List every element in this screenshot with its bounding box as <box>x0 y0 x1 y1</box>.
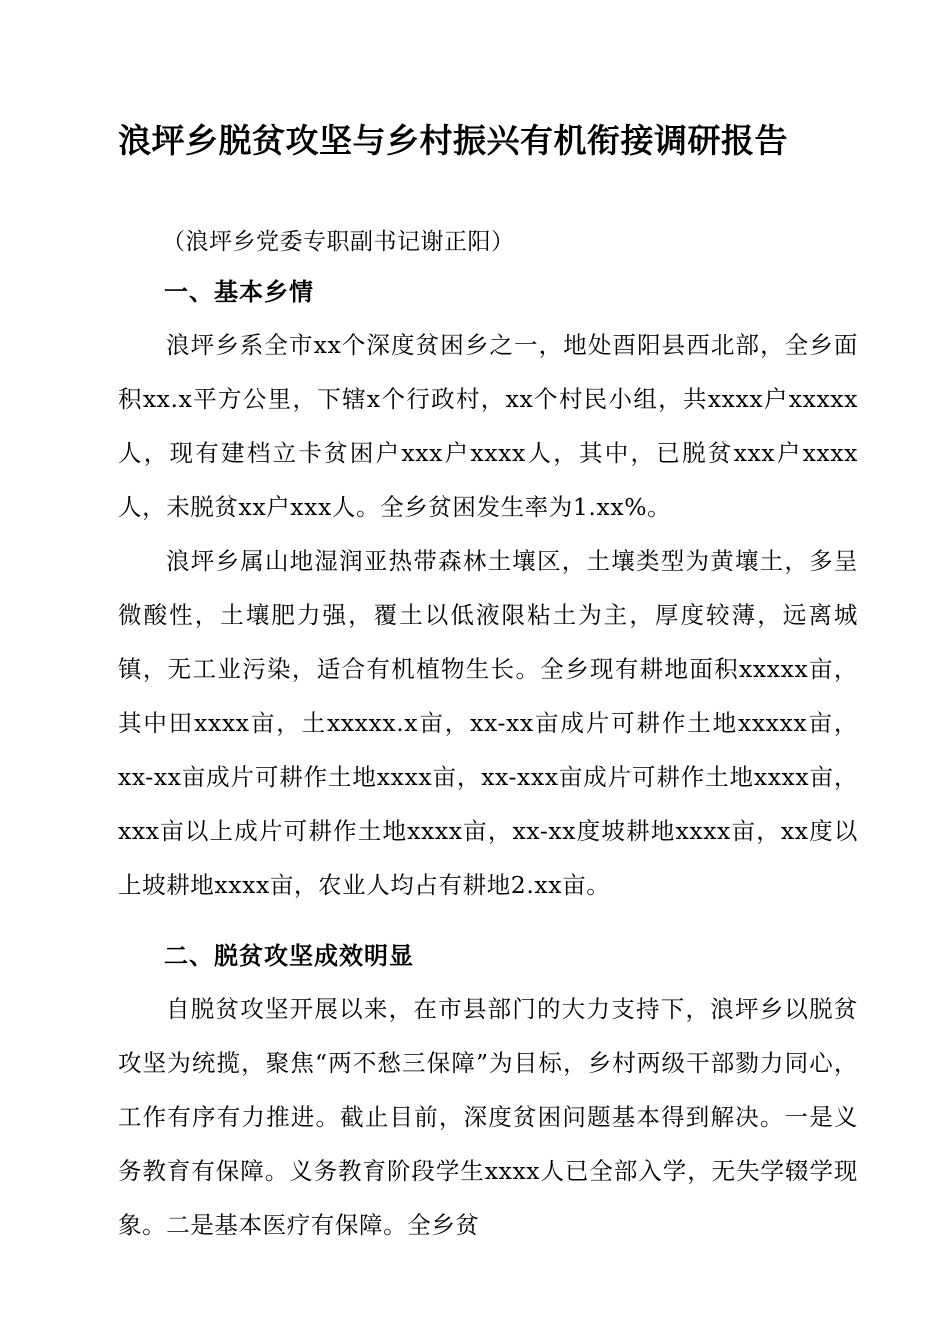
section-1-paragraph-1: 浪坪乡系全市xx个深度贫困乡之一，地处酉阳县西北部，全乡面积xx.x平方公里，下辖x个行政村，xx个村民小组，共xxxx户xxxxx人，现有建档立卡贫困户xxx户xxxx人，其中，已脱贫xxx户xxxx人，未脱贫xx户xxx人。全乡贫困发生率为1.xx%。 <box>118 331 858 521</box>
byline: （浪坪乡党委专职副书记谢正阳） <box>162 229 515 255</box>
section-2-paragraph-1: 自脱贫攻坚开展以来，在市县部门的大力支持下，浪坪乡以脱贫攻坚为统揽，聚焦“两不愁三保障”为目标，乡村两级干部勠力同心，工作有序有力推进。截止目前，深度贫困问题基本得到解决。一是义务教育有保障。义务教育阶段学生xxxx人已全部入学，无失学辍学现象。二是基本医疗有保障。全乡贫 <box>118 995 858 1239</box>
section-heading-1: 一、基本乡情 <box>164 278 314 306</box>
section-1-paragraph-2: 浪坪乡属山地湿润亚热带森林土壤区，土壤类型为黄壤土，多呈微酸性，土壤肥力强，覆土以低液限粘土为主，厚度较薄，远离城镇，无工业污染，适合有机植物生长。全乡现有耕地面积xxxxx亩，其中田xxxx亩，土xxxxx.x亩，xx-xx亩成片可耕作土地xxxxx亩，xx-xx亩成片可耕作土地xxxx亩，xx-xxx亩成片可耕作土地xxxx亩，xxx亩以上成片可耕作土地xxxx亩，xx-xx度坡耕地xxxx亩，xx度以上坡耕地xxxx亩，农业人均占有耕地2.xx亩。 <box>118 547 858 899</box>
section-heading-2: 二、脱贫攻坚成效明显 <box>164 942 414 970</box>
page-title: 浪坪乡脱贫攻坚与乡村振兴有机衔接调研报告 <box>118 121 788 160</box>
